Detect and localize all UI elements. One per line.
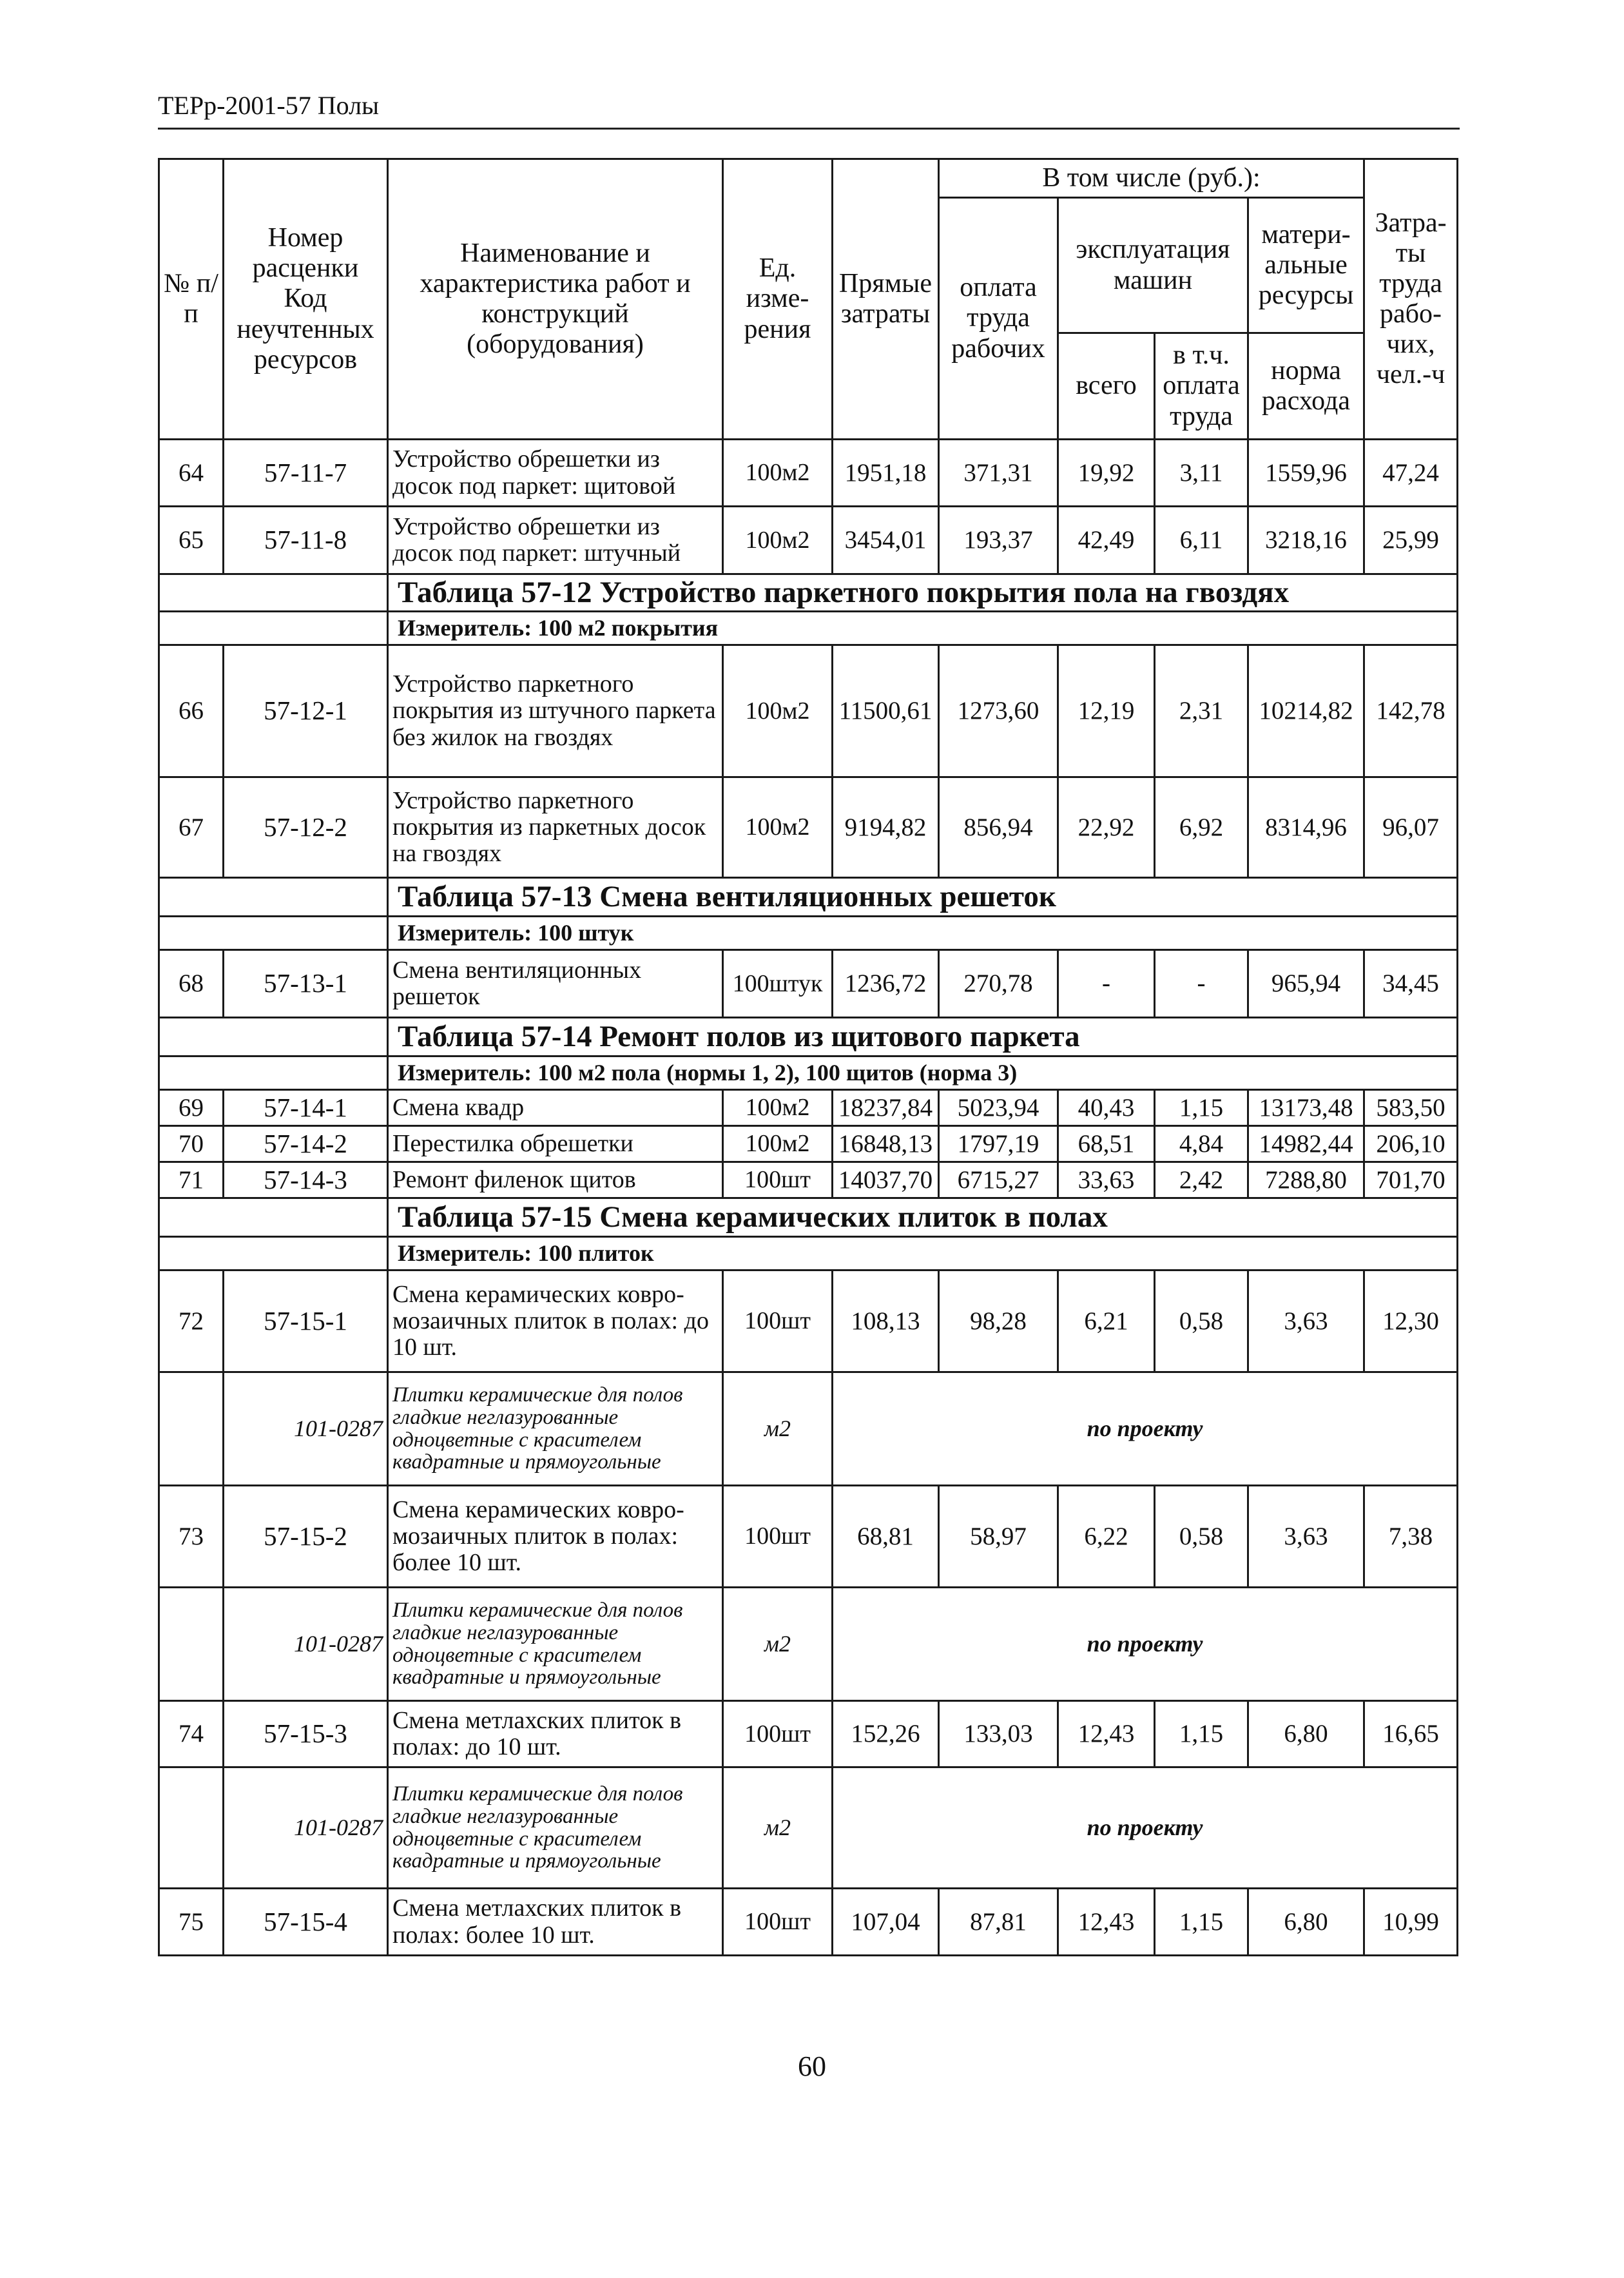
- header-row: [159, 159, 1458, 198]
- labor-hours: 583,50: [1364, 1090, 1458, 1126]
- table-row: [159, 1090, 1458, 1126]
- labor-hours: 25,99: [1364, 507, 1458, 574]
- labor-hours: 206,10: [1364, 1126, 1458, 1162]
- machine-costs: 68,51: [1058, 1126, 1155, 1162]
- header-unit: Ед. изме-рения: [723, 159, 833, 440]
- labor-hours: 701,70: [1364, 1162, 1458, 1198]
- table-title-row: [159, 1018, 1458, 1056]
- resource-row-number: [159, 1588, 224, 1701]
- rate-code: 57-14-2: [224, 1126, 388, 1162]
- direct-costs: 68,81: [833, 1486, 939, 1588]
- machine-wages: 0,58: [1155, 1270, 1248, 1372]
- unit-of-measure: 100м2: [723, 507, 833, 574]
- unit-of-measure: 100шт: [723, 1889, 833, 1956]
- resource-name: Плитки керамические для полов гладкие неглазурованные одноцветные с красителем квадратные и прямоугольные: [388, 1767, 723, 1889]
- row-number: 66: [159, 645, 224, 777]
- machine-wages: 1,15: [1155, 1701, 1248, 1767]
- rate-code: 57-12-1: [224, 645, 388, 777]
- header-machines-wages: в т.ч. оплата труда: [1155, 333, 1248, 440]
- direct-costs: 1236,72: [833, 950, 939, 1018]
- resource-name: Плитки керамические для полов гладкие неглазурованные одноцветные с красителем квадратные и прямоугольные: [388, 1588, 723, 1701]
- material-costs: 8314,96: [1248, 777, 1364, 878]
- rate-code: 57-15-2: [224, 1486, 388, 1588]
- unit-of-measure: 100шт: [723, 1486, 833, 1588]
- measure-row: [159, 1056, 1458, 1090]
- row-number: 72: [159, 1270, 224, 1372]
- header-code: Номер расценки Код неучтенных ресурсов: [224, 159, 388, 440]
- table-row: [159, 440, 1458, 507]
- work-name: Ремонт филенок щитов: [388, 1162, 723, 1198]
- table-title-row: [159, 878, 1458, 917]
- table-row: [159, 1486, 1458, 1588]
- resource-quantity: по проекту: [833, 1372, 1458, 1486]
- worker-wages: 1797,19: [939, 1126, 1058, 1162]
- table-title: Таблица 57-12 Устройство паркетного покрытия пола на гвоздях: [388, 574, 1458, 612]
- table-title: Таблица 57-15 Смена керамических плиток в полах: [388, 1198, 1458, 1237]
- machine-wages: 1,15: [1155, 1090, 1248, 1126]
- rate-code: 57-11-7: [224, 440, 388, 507]
- work-name: Смена керамических ковро-мозаичных плиток в полах: более 10 шт.: [388, 1486, 723, 1588]
- material-costs: 6,80: [1248, 1701, 1364, 1767]
- row-number: 74: [159, 1701, 224, 1767]
- material-costs: 965,94: [1248, 950, 1364, 1018]
- row-number: 65: [159, 507, 224, 574]
- direct-costs: 1951,18: [833, 440, 939, 507]
- table-title-row: [159, 574, 1458, 612]
- direct-costs: 107,04: [833, 1889, 939, 1956]
- measure: Измеритель: 100 плиток: [388, 1237, 1458, 1270]
- resource-row: [159, 1767, 1458, 1889]
- worker-wages: 1273,60: [939, 645, 1058, 777]
- rate-code: 57-13-1: [224, 950, 388, 1018]
- table-title-row: [159, 1198, 1458, 1237]
- rate-code: 57-15-4: [224, 1889, 388, 1956]
- work-name: Устройство обрешетки из досок под паркет: штучный: [388, 507, 723, 574]
- worker-wages: 98,28: [939, 1270, 1058, 1372]
- resource-name: Плитки керамические для полов гладкие неглазурованные одноцветные с красителем квадратные и прямоугольные: [388, 1372, 723, 1486]
- measure-row: [159, 612, 1458, 645]
- unit-of-measure: 100штук: [723, 950, 833, 1018]
- work-name: Смена метлахских плиток в полах: более 10 шт.: [388, 1889, 723, 1956]
- machine-wages: 1,15: [1155, 1889, 1248, 1956]
- machine-wages: 4,84: [1155, 1126, 1248, 1162]
- resource-row-number: [159, 1372, 224, 1486]
- resource-row: [159, 1588, 1458, 1701]
- direct-costs: 16848,13: [833, 1126, 939, 1162]
- resource-code: 101-0287: [224, 1588, 388, 1701]
- direct-costs: 11500,61: [833, 645, 939, 777]
- header-wages: оплата труда рабочих: [939, 198, 1058, 440]
- machine-costs: 12,43: [1058, 1889, 1155, 1956]
- unit-of-measure: 100м2: [723, 777, 833, 878]
- row-number: 75: [159, 1889, 224, 1956]
- table-title: Таблица 57-13 Смена вентиляционных решеток: [388, 878, 1458, 917]
- work-name: Устройство паркетного покрытия из штучного паркета без жилок на гвоздях: [388, 645, 723, 777]
- row-number: 71: [159, 1162, 224, 1198]
- row-number: 70: [159, 1126, 224, 1162]
- worker-wages: 856,94: [939, 777, 1058, 878]
- machine-costs: 6,21: [1058, 1270, 1155, 1372]
- header-materials-norm: норма расхода: [1248, 333, 1364, 440]
- unit-of-measure: 100шт: [723, 1162, 833, 1198]
- unit-of-measure: 100м2: [723, 1126, 833, 1162]
- table-row: [159, 777, 1458, 878]
- row-number: 64: [159, 440, 224, 507]
- worker-wages: 6715,27: [939, 1162, 1058, 1198]
- header-materials: матери-альные ресурсы: [1248, 198, 1364, 333]
- table-row: [159, 645, 1458, 777]
- measure: Измеритель: 100 м2 пола (нормы 1, 2), 100 щитов (норма 3): [388, 1056, 1458, 1090]
- header-no: № п/п: [159, 159, 224, 440]
- machine-wages: 6,11: [1155, 507, 1248, 574]
- header-including: В том числе (руб.):: [939, 159, 1364, 198]
- worker-wages: 371,31: [939, 440, 1058, 507]
- unit-of-measure: 100м2: [723, 440, 833, 507]
- worker-wages: 193,37: [939, 507, 1058, 574]
- measure: Измеритель: 100 штук: [388, 917, 1458, 950]
- worker-wages: 87,81: [939, 1889, 1058, 1956]
- machine-wages: -: [1155, 950, 1248, 1018]
- resource-unit: м2: [723, 1767, 833, 1889]
- resource-code: 101-0287: [224, 1372, 388, 1486]
- material-costs: 10214,82: [1248, 645, 1364, 777]
- worker-wages: 133,03: [939, 1701, 1058, 1767]
- header-direct-costs: Прямые затраты: [833, 159, 939, 440]
- material-costs: 3,63: [1248, 1486, 1364, 1588]
- table-row: [159, 1889, 1458, 1956]
- resource-row-number: [159, 1767, 224, 1889]
- direct-costs: 108,13: [833, 1270, 939, 1372]
- material-costs: 3,63: [1248, 1270, 1364, 1372]
- work-name: Смена керамических ковро-мозаичных плиток в полах: до 10 шт.: [388, 1270, 723, 1372]
- material-costs: 6,80: [1248, 1889, 1364, 1956]
- measure: Измеритель: 100 м2 покрытия: [388, 612, 1458, 645]
- machine-costs: -: [1058, 950, 1155, 1018]
- table-row: [159, 1270, 1458, 1372]
- measure-row: [159, 917, 1458, 950]
- machine-costs: 6,22: [1058, 1486, 1155, 1588]
- labor-hours: 34,45: [1364, 950, 1458, 1018]
- work-name: Перестилка обрешетки: [388, 1126, 723, 1162]
- material-costs: 1559,96: [1248, 440, 1364, 507]
- table-title: Таблица 57-14 Ремонт полов из щитового паркета: [388, 1018, 1458, 1056]
- table-row: [159, 950, 1458, 1018]
- machine-costs: 12,43: [1058, 1701, 1155, 1767]
- machine-wages: 3,11: [1155, 440, 1248, 507]
- rate-code: 57-14-1: [224, 1090, 388, 1126]
- machine-wages: 6,92: [1155, 777, 1248, 878]
- work-name: Смена вентиляционных решеток: [388, 950, 723, 1018]
- row-number: 68: [159, 950, 224, 1018]
- header-labor: Затра-ты труда рабо-чих, чел.-ч: [1364, 159, 1458, 440]
- direct-costs: 152,26: [833, 1701, 939, 1767]
- machine-wages: 2,42: [1155, 1162, 1248, 1198]
- machine-costs: 22,92: [1058, 777, 1155, 878]
- labor-hours: 96,07: [1364, 777, 1458, 878]
- work-name: Устройство обрешетки из досок под паркет: щитовой: [388, 440, 723, 507]
- work-name: Устройство паркетного покрытия из паркетных досок на гвоздях: [388, 777, 723, 878]
- direct-costs: 9194,82: [833, 777, 939, 878]
- rate-code: 57-14-3: [224, 1162, 388, 1198]
- labor-hours: 12,30: [1364, 1270, 1458, 1372]
- direct-costs: 3454,01: [833, 507, 939, 574]
- work-name: Смена квадр: [388, 1090, 723, 1126]
- resource-unit: м2: [723, 1588, 833, 1701]
- rate-code: 57-11-8: [224, 507, 388, 574]
- unit-of-measure: 100шт: [723, 1701, 833, 1767]
- rate-code: 57-12-2: [224, 777, 388, 878]
- unit-of-measure: 100шт: [723, 1270, 833, 1372]
- machine-costs: 40,43: [1058, 1090, 1155, 1126]
- resource-unit: м2: [723, 1372, 833, 1486]
- header-rule: [158, 128, 1460, 130]
- direct-costs: 18237,84: [833, 1090, 939, 1126]
- worker-wages: 58,97: [939, 1486, 1058, 1588]
- material-costs: 13173,48: [1248, 1090, 1364, 1126]
- resource-code: 101-0287: [224, 1767, 388, 1889]
- row-number: 69: [159, 1090, 224, 1126]
- machine-wages: 0,58: [1155, 1486, 1248, 1588]
- worker-wages: 270,78: [939, 950, 1058, 1018]
- row-number: 67: [159, 777, 224, 878]
- table-row: [159, 507, 1458, 574]
- table-row: [159, 1126, 1458, 1162]
- machine-costs: 42,49: [1058, 507, 1155, 574]
- table-row: [159, 1701, 1458, 1767]
- resource-quantity: по проекту: [833, 1767, 1458, 1889]
- rate-code: 57-15-3: [224, 1701, 388, 1767]
- material-costs: 14982,44: [1248, 1126, 1364, 1162]
- header-machines-total: всего: [1058, 333, 1155, 440]
- resource-row: [159, 1372, 1458, 1486]
- measure-row: [159, 1237, 1458, 1270]
- row-number: 73: [159, 1486, 224, 1588]
- machine-costs: 12,19: [1058, 645, 1155, 777]
- machine-costs: 19,92: [1058, 440, 1155, 507]
- header-name: Наименование и характеристика работ и конструкций (оборудования): [388, 159, 723, 440]
- running-head: ТЕРр-2001-57 Полы: [158, 91, 379, 120]
- machine-costs: 33,63: [1058, 1162, 1155, 1198]
- material-costs: 3218,16: [1248, 507, 1364, 574]
- worker-wages: 5023,94: [939, 1090, 1058, 1126]
- work-name: Смена метлахских плиток в полах: до 10 шт.: [388, 1701, 723, 1767]
- machine-wages: 2,31: [1155, 645, 1248, 777]
- labor-hours: 16,65: [1364, 1701, 1458, 1767]
- labor-hours: 7,38: [1364, 1486, 1458, 1588]
- labor-hours: 47,24: [1364, 440, 1458, 507]
- header-machines: эксплуатация машин: [1058, 198, 1248, 333]
- direct-costs: 14037,70: [833, 1162, 939, 1198]
- unit-of-measure: 100м2: [723, 1090, 833, 1126]
- labor-hours: 10,99: [1364, 1889, 1458, 1956]
- unit-of-measure: 100м2: [723, 645, 833, 777]
- labor-hours: 142,78: [1364, 645, 1458, 777]
- resource-quantity: по проекту: [833, 1588, 1458, 1701]
- table-row: [159, 1162, 1458, 1198]
- page-number: 60: [798, 2050, 826, 2082]
- rates-table: [158, 158, 1458, 1956]
- material-costs: 7288,80: [1248, 1162, 1364, 1198]
- rate-code: 57-15-1: [224, 1270, 388, 1372]
